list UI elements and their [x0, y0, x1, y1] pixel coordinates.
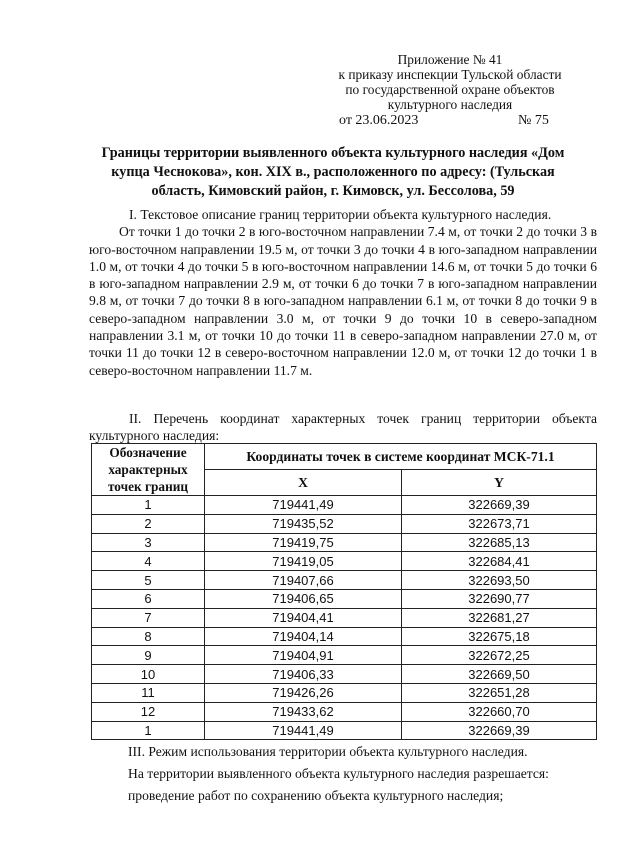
- table-row: [92, 533, 597, 552]
- x-cell: 719433,62: [205, 702, 402, 721]
- order-number: № 75: [518, 113, 549, 128]
- y-cell: 322672,25: [402, 646, 597, 665]
- section-1-text: От точки 1 до точки 2 в юго-восточном направлении 7.4 м, от точки 2 до точки 3 в юго-восточном направлении 19.5 м, от точки 3 до точки 4 в юго-западном направлении 1.0 м, от точки 4 до точки 5 в юго-восточном направлении 14.6 м, от точки 5 до точки 6 в юго-западном направлении 2.9 м, от точки 6 до точки 7 в юго-западном направлении 9.8 м, от точки 7 до точки 8 в юго-западном направлении 6.1 м, от точки 8 до точки 9 в северо-западном направлении 3.0 м, от точки 9 до точки 10 в северо-западном направлении 3.1 м, от точки 10 до точки 11 в северо-западном направлении 27.0 м, от точки 11 до точки 12 в северо-восточном направлении 12.0 м, от точки 12 до точки 1 в северо-восточном направлении 11.7 м.: [89, 224, 597, 378]
- section-3-line: На территории выявленного объекта культурного наследия разрешается:: [128, 766, 549, 781]
- appendix-line: по государственной охране объектов: [345, 82, 555, 97]
- point-cell: 4: [92, 552, 205, 571]
- appendix-header: [300, 52, 600, 112]
- coordinates-table-body: [92, 496, 597, 740]
- x-cell: 719435,52: [205, 514, 402, 533]
- point-cell: 12: [92, 702, 205, 721]
- y-cell: 322675,18: [402, 627, 597, 646]
- point-cell: 2: [92, 514, 205, 533]
- section-2-heading: [89, 410, 597, 445]
- x-cell: 719441,49: [205, 496, 402, 515]
- coordinates-table: [91, 443, 597, 740]
- x-cell: 719426,26: [205, 683, 402, 702]
- point-cell: 5: [92, 571, 205, 590]
- title-line: Границы территории выявленного объекта культурного наследия «Дом: [101, 145, 565, 161]
- point-cell: 3: [92, 533, 205, 552]
- table-row: [92, 608, 597, 627]
- section-3-heading: III. Режим использования территории объекта культурного наследия.: [128, 744, 528, 759]
- section-2-heading-text: II. Перечень координат характерных точек границ территории объекта культурного наследия:: [89, 411, 597, 444]
- x-column-header: X: [205, 470, 402, 496]
- y-cell: 322669,50: [402, 665, 597, 684]
- x-cell: 719404,91: [205, 646, 402, 665]
- x-cell: 719407,66: [205, 571, 402, 590]
- point-cell: 11: [92, 683, 205, 702]
- order-date: от 23.06.2023: [339, 113, 419, 128]
- y-cell: 322669,39: [402, 496, 597, 515]
- table-row: [92, 683, 597, 702]
- table-row: [92, 496, 597, 515]
- point-cell: 8: [92, 627, 205, 646]
- appendix-line: культурного наследия: [387, 97, 513, 112]
- y-cell: 322685,13: [402, 533, 597, 552]
- x-cell: 719419,05: [205, 552, 402, 571]
- x-cell: 719404,41: [205, 608, 402, 627]
- document-title: [74, 144, 592, 201]
- table-row: [92, 721, 597, 740]
- point-cell: 1: [92, 721, 205, 740]
- point-cell: 10: [92, 665, 205, 684]
- table-row: [92, 571, 597, 590]
- y-cell: 322684,41: [402, 552, 597, 571]
- x-cell: 719419,75: [205, 533, 402, 552]
- section-3-line: проведение работ по сохранению объекта культурного наследия;: [128, 788, 504, 803]
- y-cell: 322693,50: [402, 571, 597, 590]
- y-cell: 322660,70: [402, 702, 597, 721]
- table-row: [92, 702, 597, 721]
- table-row: [92, 514, 597, 533]
- appendix-line: к приказу инспекции Тульской области: [338, 67, 562, 82]
- table-row: [92, 552, 597, 571]
- section-3: [128, 741, 598, 807]
- x-cell: 719441,49: [205, 721, 402, 740]
- y-cell: 322651,28: [402, 683, 597, 702]
- table-row: [92, 627, 597, 646]
- point-cell: 1: [92, 496, 205, 515]
- appendix-line: Приложение № 41: [397, 52, 503, 67]
- title-line: область, Кимовский район, г. Кимовск, ул. Бессолова, 59: [151, 183, 515, 199]
- point-cell: 7: [92, 608, 205, 627]
- y-cell: 322673,71: [402, 514, 597, 533]
- y-cell: 322690,77: [402, 589, 597, 608]
- coords-column-header: Координаты точек в системе координат МСК-71.1: [205, 444, 597, 470]
- table-row: [92, 589, 597, 608]
- x-cell: 719406,33: [205, 665, 402, 684]
- table-row: [92, 665, 597, 684]
- section-1: [89, 206, 597, 379]
- y-cell: 322669,39: [402, 721, 597, 740]
- x-cell: 719404,14: [205, 627, 402, 646]
- point-cell: 9: [92, 646, 205, 665]
- y-column-header: Y: [402, 470, 597, 496]
- point-column-header: Обозначение характерных точек границ: [92, 444, 205, 496]
- point-cell: 6: [92, 589, 205, 608]
- table-row: [92, 646, 597, 665]
- x-cell: 719406,65: [205, 589, 402, 608]
- title-line: купца Чеснокова», кон. XIX в., расположенного по адресу: (Тульская: [111, 164, 555, 180]
- y-cell: 322681,27: [402, 608, 597, 627]
- section-1-heading: I. Текстовое описание границ территории объекта культурного наследия.: [129, 207, 552, 222]
